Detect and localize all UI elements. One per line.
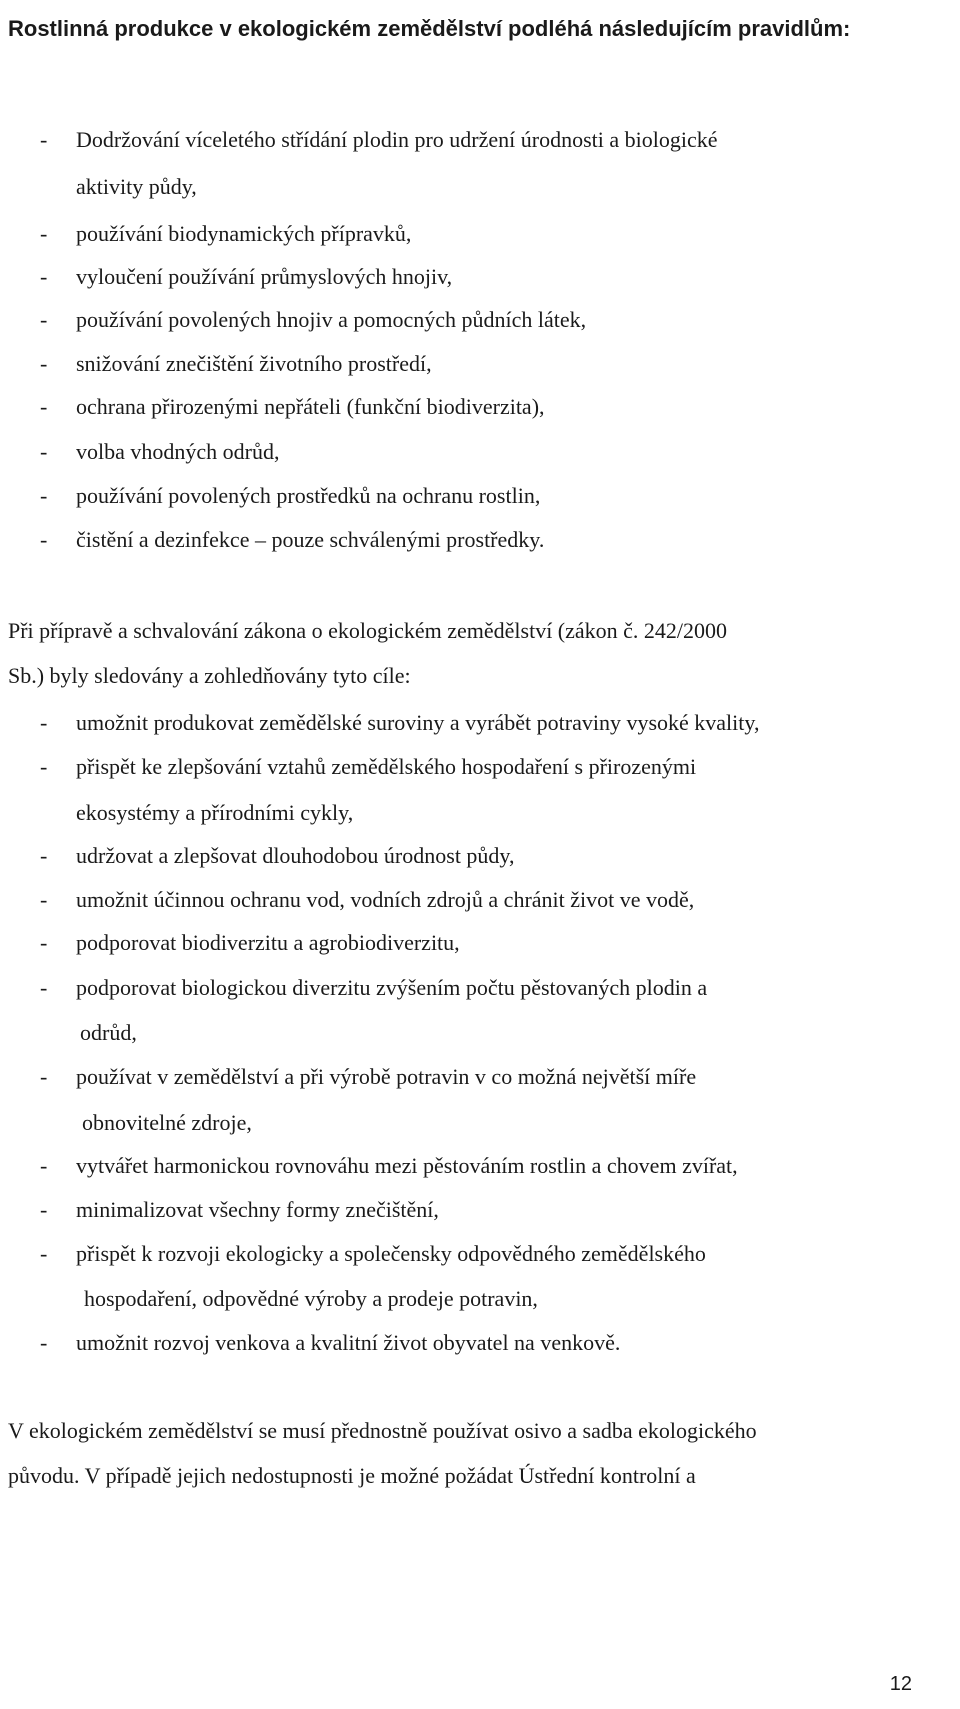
list-item-text: udržovat a zlepšovat dlouhodobou úrodnost půdy, xyxy=(76,843,515,868)
list-dash: - xyxy=(40,710,48,735)
list-item-continuation xyxy=(84,1277,538,1321)
list-item xyxy=(40,474,541,518)
list-item xyxy=(40,430,280,474)
list-dash: - xyxy=(40,351,48,376)
list-item xyxy=(40,118,718,162)
list-item-text: umožnit rozvoj venkova a kvalitní život obyvatel na venkově. xyxy=(76,1330,621,1355)
list-item xyxy=(40,518,545,562)
list-item-text: aktivity půdy, xyxy=(76,174,197,199)
list-dash: - xyxy=(40,1241,48,1266)
list-item-text: ekosystémy a přírodními cykly, xyxy=(76,800,354,825)
list-item-continuation xyxy=(76,791,353,835)
list-item-text: volba vhodných odrůd, xyxy=(76,439,280,464)
list-item xyxy=(40,1144,738,1188)
list-item xyxy=(40,878,695,922)
list-item-text: snižování znečištění životního prostředí, xyxy=(76,351,432,376)
list-item-text: vytvářet harmonickou rovnováhu mezi pěstováním rostlin a chovem zvířat, xyxy=(76,1153,738,1178)
list-dash: - xyxy=(40,264,48,289)
list-item xyxy=(40,342,432,386)
list-dash: - xyxy=(40,1197,48,1222)
list-item-text: přispět ke zlepšování vztahů zemědělského hospodaření s přirozenými xyxy=(76,754,697,779)
list-item xyxy=(40,701,760,745)
list-item xyxy=(40,921,460,965)
list-item-text: podporovat biologickou diverzitu zvýšením počtu pěstovaných plodin a xyxy=(76,975,708,1000)
list-item xyxy=(40,212,412,256)
list-item-text: podporovat biodiverzitu a agrobiodiverzitu, xyxy=(76,930,460,955)
list-item-text: používání povolených prostředků na ochranu rostlin, xyxy=(76,483,541,508)
list-item-text: hospodaření, odpovědné výroby a prodeje potravin, xyxy=(84,1286,538,1311)
list-dash: - xyxy=(40,930,48,955)
list-item xyxy=(40,298,587,342)
list-item xyxy=(40,834,515,878)
list-item-continuation xyxy=(80,1011,137,1055)
paragraph-line: původu. V případě jejich nedostupnosti je možné požádat Ústřední kontrolní a xyxy=(8,1463,696,1488)
list-dash: - xyxy=(40,887,48,912)
page-number: 12 xyxy=(889,1673,912,1695)
paragraph-line: Sb.) byly sledovány a zohledňovány tyto cíle: xyxy=(8,663,411,688)
list-item xyxy=(40,1188,439,1232)
list-item xyxy=(40,1321,621,1365)
list-item-text: čistění a dezinfekce – pouze schválenými prostředky. xyxy=(76,527,545,552)
list-dash: - xyxy=(40,975,48,1000)
list-item-continuation xyxy=(76,165,197,209)
list-dash: - xyxy=(40,1064,48,1089)
list-item xyxy=(40,966,708,1010)
list-item-text: používání biodynamických přípravků, xyxy=(76,221,412,246)
list-dash: - xyxy=(40,127,48,152)
list-item xyxy=(40,255,453,299)
list-item-text: odrůd, xyxy=(80,1020,137,1045)
list-dash: - xyxy=(40,754,48,779)
list-dash: - xyxy=(40,483,48,508)
section-heading: Rostlinná produkce v ekologickém zemědělství podléhá následujícím pravidlům: xyxy=(8,16,851,41)
list-dash: - xyxy=(40,1153,48,1178)
list-dash: - xyxy=(40,221,48,246)
list-dash: - xyxy=(40,439,48,464)
paragraph-line: Při přípravě a schvalování zákona o ekologickém zemědělství (zákon č. 242/2000 xyxy=(8,618,728,643)
list-item xyxy=(40,385,545,429)
list-item-text: používání povolených hnojiv a pomocných půdních látek, xyxy=(76,307,587,332)
list-dash: - xyxy=(40,307,48,332)
list-dash: - xyxy=(40,394,48,419)
list-item-text: Dodržování víceletého střídání plodin pro udržení úrodnosti a biologické xyxy=(76,127,718,152)
list-item-continuation xyxy=(82,1101,252,1145)
list-item xyxy=(40,1232,706,1276)
list-item xyxy=(40,1055,697,1099)
list-item-text: umožnit účinnou ochranu vod, vodních zdrojů a chránit život ve vodě, xyxy=(76,887,695,912)
list-dash: - xyxy=(40,527,48,552)
list-item-text: přispět k rozvoji ekologicky a společensky odpovědného zemědělského xyxy=(76,1241,706,1266)
list-item-text: vyloučení používání průmyslových hnojiv, xyxy=(76,264,453,289)
paragraph-line: V ekologickém zemědělství se musí přednostně používat osivo a sadba ekologického xyxy=(8,1418,757,1443)
list-dash: - xyxy=(40,1330,48,1355)
list-item-text: minimalizovat všechny formy znečištění, xyxy=(76,1197,439,1222)
list-item xyxy=(40,745,697,789)
list-dash: - xyxy=(40,843,48,868)
list-item-text: umožnit produkovat zemědělské suroviny a vyrábět potraviny vysoké kvality, xyxy=(76,710,760,735)
list-item-text: obnovitelné zdroje, xyxy=(82,1110,252,1135)
list-item-text: používat v zemědělství a při výrobě potravin v co možná největší míře xyxy=(76,1064,697,1089)
list-item-text: ochrana přirozenými nepřáteli (funkční biodiverzita), xyxy=(76,394,545,419)
